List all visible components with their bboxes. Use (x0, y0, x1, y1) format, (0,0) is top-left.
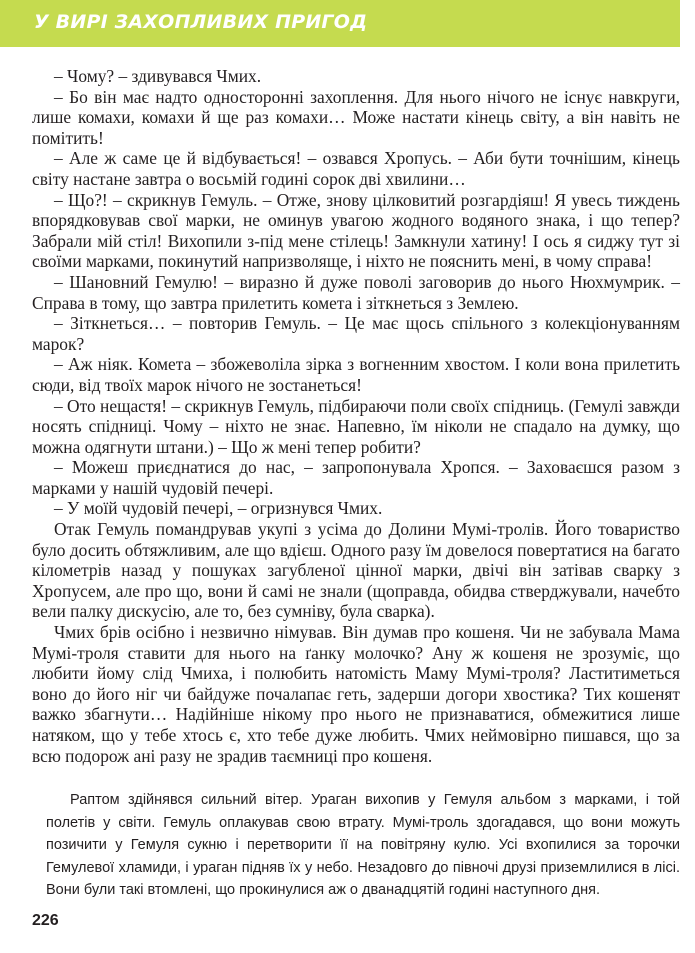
story-paragraph: – Аж ніяк. Комета – збожеволіла зірка з вогненним хвостом. І коли вона прилетить сюди, від твоїх марок нічого не зостанеться! (32, 354, 680, 395)
story-paragraph: – У моїй чудовій печері, – огризнувся Чмих. (54, 498, 383, 519)
page-number: 226 (32, 912, 59, 929)
story-paragraph: Отак Гемуль помандрував укупі з усіма до Долини Мумі-тролів. Його товариство було досить обтяжливим, але що вдієш. Одного разу їм довелося повертатися на багато кілометрів назад у пошуках загубленої цінної марки, двічі він затівав сварку з Хропусем, але про що, вони й самі не знали (щоправда, обидва стверджували, начебто вели палку дискусію, але то, без сумніву, була сварка). (32, 519, 680, 622)
story-text (32, 66, 680, 766)
plot-summary (46, 789, 680, 902)
story-paragraph: – Що?! – скрикнув Гемуль. – Отже, знову цілковитий розгардіяш! Я увесь тиждень впорядковував свої марки, не оминув увагою жодного водяного знака, і що тепер? Забрали мій стіл! Вихопили з-під мене стілець! Замкнули хатину! І ось я сиджу тут зі своїми марками, покинутий напризволяще, і ніхто не пояснить мені, в чому справа! (32, 189, 680, 272)
chapter-title: У ВИРІ ЗАХОПЛИВИХ ПРИГОД (34, 11, 368, 33)
story-paragraph: – Можеш приєднатися до нас, – запропонувала Хропся. – Заховаєшся разом з марками у нашій чудовій печері. (32, 457, 680, 498)
story-paragraph: – Зіткнеться… – повторив Гемуль. – Це має щось спільного з колекціонуванням марок? (32, 313, 680, 354)
story-paragraph: Чмих брів осібно і незвично німував. Він думав про кошеня. Чи не забувала Мама Мумі-троля ставити для нього на ґанку молочко? Ану ж кошеня не зрозуміє, що любити йому слід Чмиха, і полюбить натомість Маму Мумі-троля? Ластитиметься воно до його ніг чи байдуже почалапає геть, задерши догори хвостика? Тих кошенят важко збагнути… Надійніше нікому про нього не признаватися, обмежитися лише натяком, що у тебе хтось є, хто тебе дуже любить. Чмих неймовірно пишався, що за всю подорож ані разу не зрадив таємниці про кошеня. (32, 622, 680, 766)
story-paragraph: – Шановний Гемулю! – виразно й дуже поволі заговорив до нього Нюхмумрик. – Справа в тому, що завтра прилетить комета і зіткнеться з Землею. (32, 271, 680, 313)
story-paragraph: – Бо він має надто односторонні захоплення. Для нього нічого не існує навкруги, лише комахи, комахи й ще раз комахи… Може настати кінець світу, а він навіть не помітить! (32, 86, 680, 148)
story-paragraph: – Але ж саме це й відбувається! – озвався Хропусь. – Аби бути точнішим, кінець світу настане завтра о восьмій годині сорок дві хвилини… (32, 148, 680, 189)
story-paragraph: – Чому? – здивувався Чмих. (54, 66, 262, 86)
summary-paragraph: Раптом здійнявся сильний вітер. Ураган вихопив у Гемуля альбом з марками, і той полетів у світи. Гемуль оплакував свою втрату. Мумі-троль здогадався, що вони можуть позичити у Гемуля сукню і перетворити її на повітряну кулю. Усі вхопилися за торочки Гемулевої хламиди, і ураган підняв їх у небо. Незадовго до півночі друзі приземлилися в лісі. Вони були такі втомлені, що прокинулися аж о дванадцятій годині наступного дня. (46, 792, 680, 898)
chapter-header-band (0, 0, 680, 47)
story-paragraph: – Ото нещастя! – скрикнув Гемуль, підбираючи поли своїх спідниць. (Гемулі завжди носять спідниці. Чому – ніхто не знає. Напевно, їм ніколи не спадало на думку, що можна одягнути штани.) – Що ж мені тепер робити? (32, 395, 680, 457)
